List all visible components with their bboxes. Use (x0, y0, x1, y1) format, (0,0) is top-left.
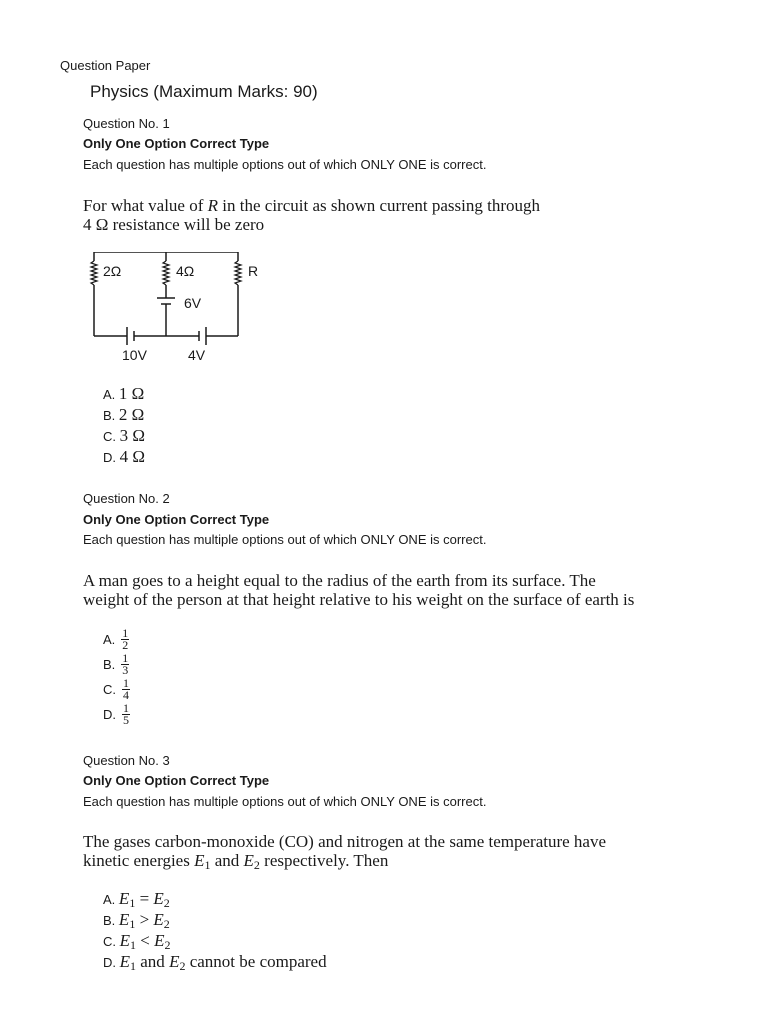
option-label: B. (103, 913, 116, 928)
option-label: B. (103, 408, 116, 423)
operator: and (140, 952, 165, 971)
subscript: 2 (253, 858, 260, 872)
paper-label: Question Paper (60, 58, 151, 73)
option-label: A. (103, 892, 116, 907)
operator: < (140, 931, 150, 950)
option-value: 4 Ω (119, 447, 146, 466)
q1-text-line2: 4 Ω resistance will be zero (83, 215, 265, 234)
option-a[interactable] (103, 627, 130, 652)
var-e: E (118, 910, 130, 929)
subscript: 1 (130, 959, 137, 973)
option-label: D. (103, 707, 116, 722)
q3-text-line1: The gases carbon-monoxide (CO) and nitrogen at the same temperature have (83, 832, 607, 851)
var-e: E (169, 952, 180, 971)
option-b[interactable] (103, 652, 130, 677)
question-1-type: Only One Option Correct Type (83, 136, 270, 151)
question-1-options (103, 383, 145, 467)
var-e: E (119, 931, 131, 950)
option-label: D. (103, 450, 116, 465)
question-2-options (103, 627, 130, 727)
numerator: 1 (123, 676, 129, 690)
label-4v: 4V (188, 347, 206, 363)
question-3-options (103, 888, 327, 972)
option-c[interactable] (103, 677, 130, 702)
battery-6v (157, 298, 175, 304)
option-label: A. (103, 387, 116, 402)
numerator: 1 (122, 626, 129, 640)
option-c[interactable] (103, 930, 327, 951)
numerator: 1 (122, 651, 129, 665)
question-1-instruction: Each question has multiple options out of which ONLY ONE is correct. (83, 157, 487, 172)
resistor-r (235, 261, 241, 285)
label-r: R (248, 263, 259, 279)
q1-text-b: in the circuit as shown current passing through (222, 196, 541, 215)
question-2-text (83, 571, 634, 609)
var-e: E (154, 931, 165, 950)
option-d[interactable] (103, 702, 130, 727)
label-2ohm: 2Ω (103, 263, 122, 279)
option-a[interactable] (103, 383, 145, 404)
battery-10v (127, 327, 134, 345)
option-b[interactable] (103, 909, 327, 930)
option-label: B. (103, 657, 116, 672)
and-word: and (214, 851, 240, 870)
var-e: E (153, 910, 164, 929)
subscript: 2 (179, 959, 186, 973)
q2-text-line2: weight of the person at that height relative to his weight on the surface of earth is (83, 590, 635, 609)
fraction (121, 653, 129, 676)
option-label: C. (103, 429, 116, 444)
question-1-text (83, 196, 540, 234)
question-2-number: Question No. 2 (83, 491, 170, 506)
denominator: 3 (122, 663, 129, 677)
denominator: 5 (123, 713, 129, 727)
option-value: 2 Ω (118, 405, 145, 424)
subscript: 1 (130, 938, 137, 952)
q2-text-line1: A man goes to a height equal to the radius of the earth from its surface. The (83, 571, 596, 590)
var-e: E (119, 952, 131, 971)
option-label: C. (103, 934, 116, 949)
var-e: E (194, 851, 205, 870)
operator: > (139, 910, 150, 929)
var-e: E (118, 889, 130, 908)
option-d[interactable] (103, 951, 327, 972)
fraction (122, 703, 130, 726)
question-3-number: Question No. 3 (83, 753, 170, 768)
option-label: D. (103, 955, 116, 970)
resistor-4ohm (163, 261, 169, 285)
option-tail: cannot be compared (189, 952, 327, 971)
subscript: 2 (163, 917, 170, 931)
q1-text-a: For what value of (83, 196, 204, 215)
option-b[interactable] (103, 404, 145, 425)
question-3-text (83, 832, 606, 875)
page-title: Physics (Maximum Marks: 90) (90, 82, 318, 101)
label-4ohm: 4Ω (176, 263, 195, 279)
option-value: 1 Ω (118, 384, 145, 403)
operator: = (139, 889, 150, 908)
resistor-2ohm (91, 261, 97, 285)
label-6v: 6V (184, 295, 202, 311)
subscript: 2 (163, 896, 170, 910)
question-3-type: Only One Option Correct Type (83, 773, 270, 788)
question-2-type: Only One Option Correct Type (83, 512, 270, 527)
fraction (121, 628, 129, 651)
subscript: 2 (164, 938, 171, 952)
denominator: 4 (123, 688, 129, 702)
subscript: 1 (129, 917, 136, 931)
label-10v: 10V (122, 347, 147, 363)
question-2-instruction: Each question has multiple options out of which ONLY ONE is correct. (83, 532, 487, 547)
q3-text-line2-a: kinetic energies (83, 851, 190, 870)
var-e: E (153, 889, 164, 908)
subscript: 1 (204, 858, 211, 872)
question-3-instruction: Each question has multiple options out of which ONLY ONE is correct. (83, 794, 487, 809)
fraction (122, 678, 130, 701)
q1-var-r: R (207, 196, 219, 215)
option-c[interactable] (103, 425, 145, 446)
denominator: 2 (122, 638, 129, 652)
option-d[interactable] (103, 446, 145, 467)
circuit-diagram (80, 252, 260, 370)
question-1-number: Question No. 1 (83, 116, 170, 131)
numerator: 1 (123, 701, 129, 715)
option-label: A. (103, 632, 116, 647)
battery-4v (199, 327, 206, 345)
q3-text-line2-b: respectively. Then (264, 851, 389, 870)
subscript: 1 (129, 896, 136, 910)
option-value: 3 Ω (119, 426, 146, 445)
option-label: C. (103, 682, 116, 697)
option-a[interactable] (103, 888, 327, 909)
var-e: E (243, 851, 254, 870)
